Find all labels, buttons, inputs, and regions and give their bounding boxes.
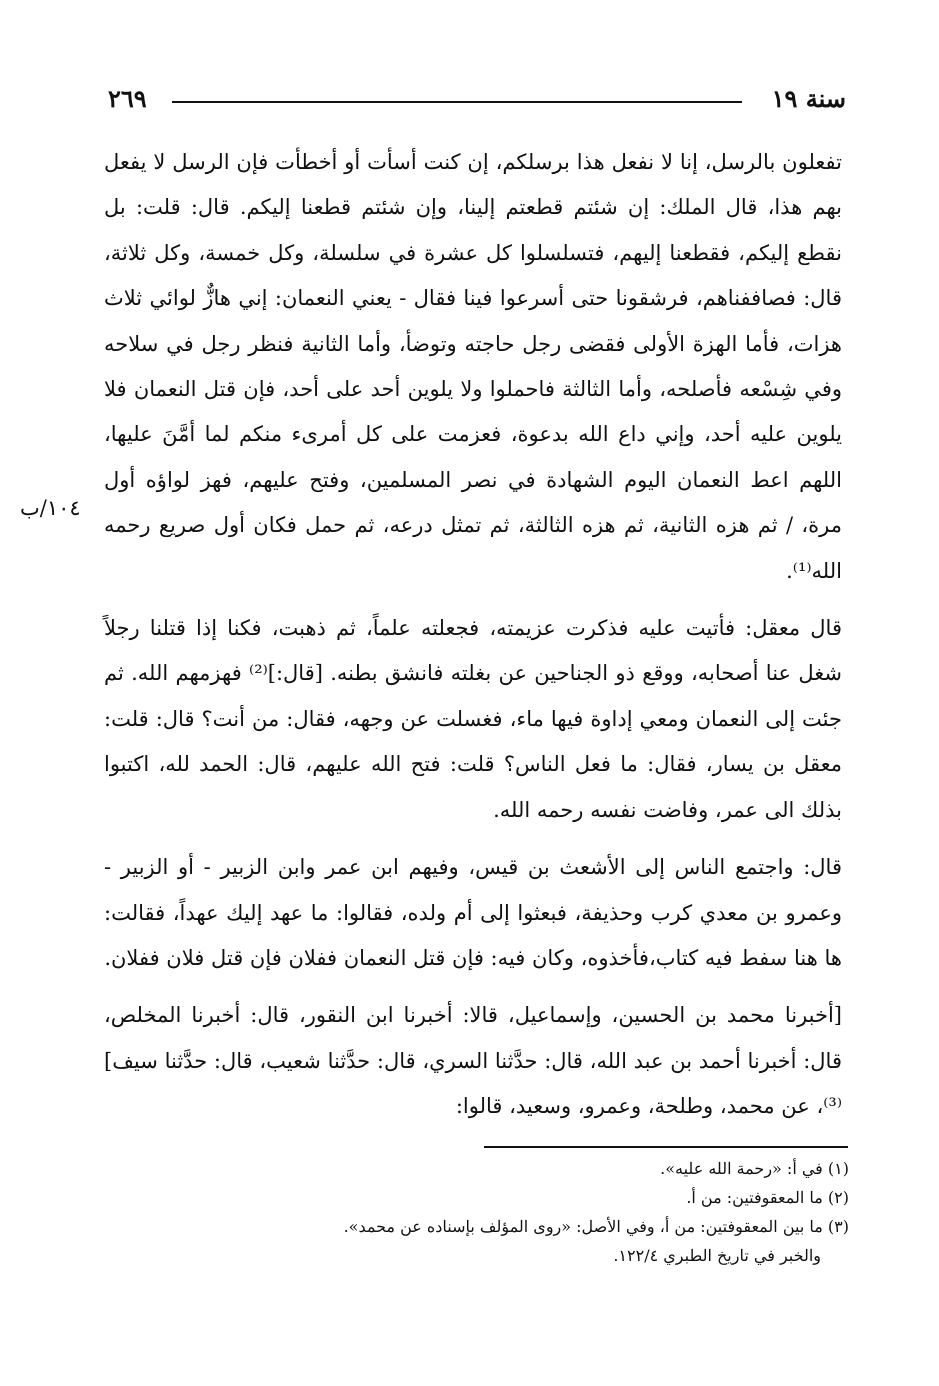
footnotes — [129, 1154, 849, 1270]
footnote: (٢) ما المعقوفتين: من أ. — [686, 1188, 849, 1207]
running-head-year: سنة ١٩ — [771, 84, 846, 113]
paragraph: قال معقل: فأتيت عليه فذكرت عزيمته، فجعلته علماً، ثم ذهبت، فكنا إذا قتلنا رجلاً شغل عنا أصحابه، ووقع ذو الجناحين عن بغلته فانشق بطنه. [قال:]⁽²⁾ فهزمهم الله. ثم جئت إلى النعمان ومعي إداوة فيها ماء، فغسلت عن وجهه، فقال: من أنت؟ قال: قلت: معقل بن يسار، فقال: ما فعل الناس؟ قلت: فتح الله عليهم، قال: الحمد لله، اكتبوا بذلك الى عمر، وفاضت نفسه رحمه الله. — [104, 616, 842, 822]
page-number: ٢٦٩ — [108, 84, 147, 113]
footnote: (٣) ما بين المعقوفتين: من أ، وفي الأصل: «روى المؤلف بإسناده عن محمد». — [343, 1217, 849, 1236]
paragraph: تفعلون بالرسل، إنا لا نفعل هذا برسلكم، إن كنت أسأت أو أخطأت فإن الرسل لا يفعل بهم هذا، قال الملك: إن شئتم قطعتم إلينا، وإن شئتم قطعنا إليكم. قال: قلت: بل نقطع إليكم، فقطعنا إليهم، فتسلسلوا كل عشرة في سلسلة، وكل خمسة، وكل ثلاثة، قال: فصاففناهم، فرشقونا حتى أسرعوا فينا فقال - يعني النعمان: إني هازٌّ لوائي ثلاث هزات، فأما الهزة الأولى فقضى رجل حاجته وتوضأ، وأما الثانية فنظر رجل في سلاحه وفي شِسْعه فأصلحه، وأما الثالثة فاحملوا ولا يلوين أحد على أحد، فإن قتل النعمان فلا يلوين عليه أحد، وإني داع الله بدعوة، فعزمت على كل أمرىء منكم لما أمَّنَ عليها، اللهم اعط النعمان اليوم الشهادة في نصر المسلمين، وفتح عليهم، فهز لواؤه أول مرة، / ثم هزه الثانية، ثم هزه الثالثة، ثم تمثل درعه، ثم حمل فكان أول صريع رحمه الله⁽¹⁾. — [104, 150, 842, 583]
footnote-continuation: والخبر في تاريخ الطبري ١٢٢/٤. — [613, 1246, 821, 1265]
footnote: (١) في أ: «رحمة الله عليه». — [660, 1159, 849, 1178]
margin-folio-note: ١٠٤/ب — [20, 496, 81, 520]
paragraph: [أخبرنا محمد بن الحسين، وإسماعيل، قالا: أخبرنا ابن النقور، قال: أخبرنا المخلص، قال: أخبرنا أحمد بن عبد الله، قال: حدَّثنا السري، قال: حدَّثنا شعيب، قال: حدَّثنا سيف]⁽³⁾، عن محمد، وطلحة، وعمرو، وسعيد، قالوا: — [104, 1003, 842, 1119]
paragraph: قال: واجتمع الناس إلى الأشعث بن قيس، وفيهم ابن عمر وابن الزبير - أو الزبير - وعمرو بن معدي كرب وحذيفة، فبعثوا إلى أم ولده، فقالوا: ما عهد إليك عهداً، فقالت: ها هنا سفط فيه كتاب،فأخذوه، وكان فيه: فإن قتل النعمان ففلان فإن قتل فلان ففلان. — [104, 855, 842, 970]
page-header — [108, 84, 846, 118]
main-text — [104, 140, 842, 1130]
footnote-separator — [484, 1146, 848, 1148]
header-rule — [172, 101, 742, 103]
